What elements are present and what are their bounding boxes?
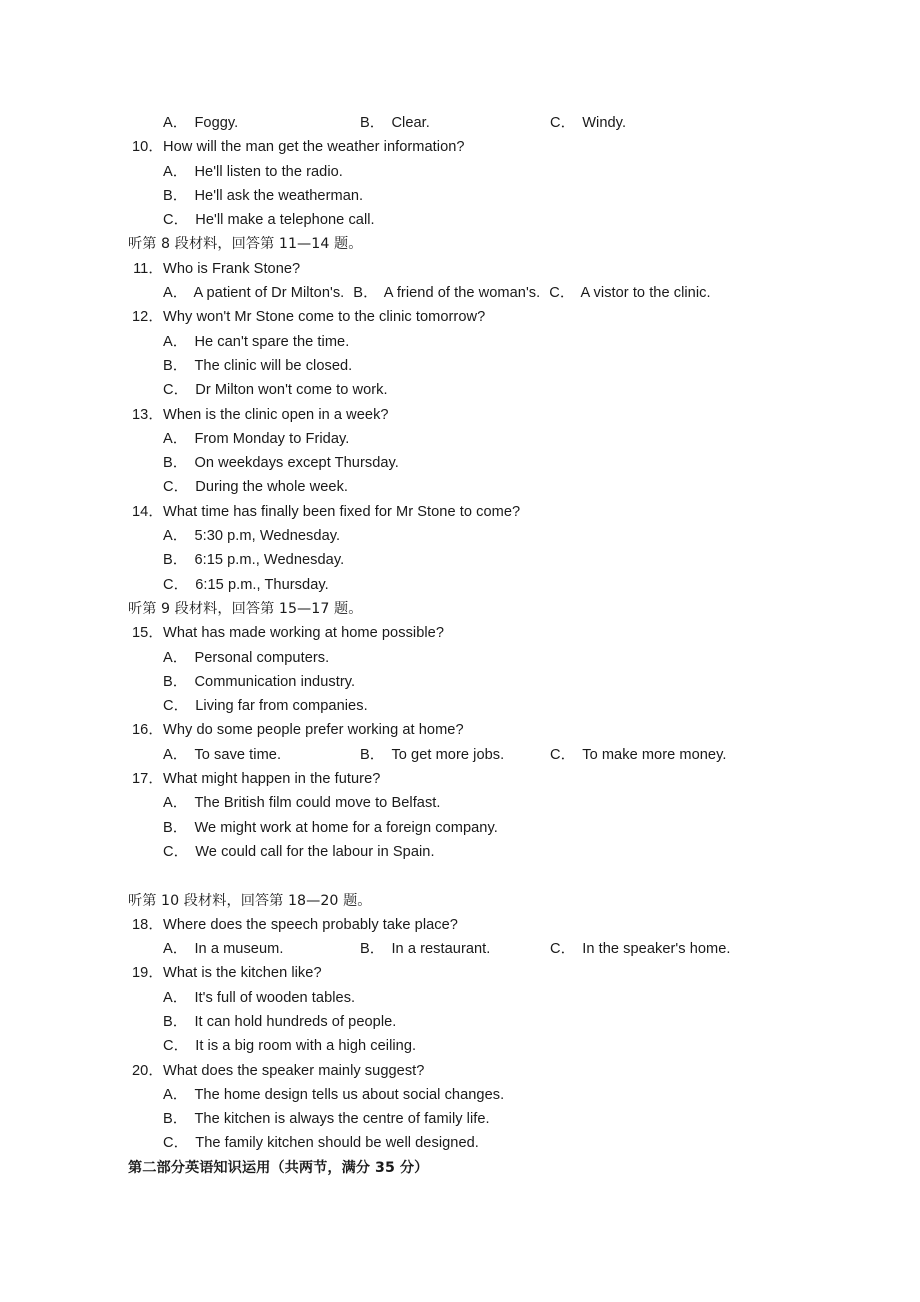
- question-text: What has made working at home possible?: [163, 625, 444, 642]
- q20-option-c[interactable]: [128, 1131, 888, 1155]
- option-text: It is a big room with a high ceiling.: [195, 1038, 417, 1055]
- option-text: He'll make a telephone call.: [195, 212, 375, 229]
- q10-option-b[interactable]: [128, 184, 888, 208]
- question-text: Where does the speech probably take place?: [163, 916, 458, 933]
- option-letter: A．: [163, 333, 188, 350]
- option-letter: C．: [163, 382, 189, 399]
- option-text: It can hold hundreds of people.: [194, 1013, 397, 1030]
- option-letter: B．: [163, 1111, 188, 1128]
- q20-option-b[interactable]: [128, 1107, 888, 1131]
- option-letter: A．: [163, 941, 188, 958]
- option-letter: B．: [360, 941, 385, 958]
- question-20: [128, 1059, 888, 1083]
- question-17: [128, 767, 888, 791]
- option-letter: B．: [163, 357, 188, 374]
- question-text: Who is Frank Stone?: [163, 260, 301, 277]
- option-choice[interactable]: [163, 937, 283, 961]
- option-letter: C．: [163, 576, 189, 593]
- q18-options: [128, 937, 888, 961]
- option-text: 6:15 p.m., Thursday.: [195, 576, 329, 593]
- option-text: He can't spare the time.: [194, 333, 350, 350]
- q17-option-c[interactable]: [128, 840, 888, 864]
- question-number: 14．: [132, 503, 163, 520]
- question-number: 16．: [132, 722, 163, 739]
- option-choice[interactable]: [549, 285, 719, 301]
- option-text: In a museum.: [194, 941, 284, 958]
- question-text: What does the speaker mainly suggest?: [163, 1062, 425, 1079]
- option-text: He'll ask the weatherman.: [194, 187, 364, 204]
- question-number: 15．: [132, 625, 163, 642]
- option-choice[interactable]: [550, 111, 626, 135]
- option-text: Personal computers.: [194, 649, 330, 666]
- option-text: We might work at home for a foreign company.: [194, 819, 498, 836]
- option-text: Clear.: [391, 115, 430, 131]
- q10-option-a[interactable]: [128, 160, 888, 184]
- option-letter: B．: [360, 746, 385, 763]
- option-letter: C．: [163, 843, 189, 860]
- option-text: To get more jobs.: [391, 746, 505, 763]
- option-letter: C．: [550, 941, 576, 958]
- question-10: [128, 135, 888, 159]
- option-text: 6:15 p.m., Wednesday.: [194, 552, 345, 569]
- q16-options: [128, 743, 888, 767]
- option-text: The clinic will be closed.: [194, 357, 353, 374]
- option-letter: B．: [163, 455, 188, 472]
- question-number: 12．: [132, 309, 163, 326]
- option-text: Dr Milton won't come to work.: [195, 382, 388, 399]
- option-text: The kitchen is always the centre of family life.: [194, 1111, 490, 1128]
- question-16: [128, 718, 888, 742]
- option-letter: B．: [353, 285, 378, 302]
- spacer-line: [128, 864, 888, 888]
- option-text: He'll listen to the radio.: [194, 163, 343, 180]
- option-letter: A．: [163, 1086, 188, 1103]
- option-text: To make more money.: [582, 746, 727, 763]
- option-letter: C．: [549, 285, 575, 302]
- section-heading-part-two: 第二部分英语知识运用（共两节，满分 35 分）: [128, 1159, 429, 1176]
- q12-option-a[interactable]: [128, 330, 888, 354]
- question-text: How will the man get the weather information?: [163, 139, 465, 156]
- option-choice[interactable]: [163, 285, 353, 301]
- option-text: It's full of wooden tables.: [194, 989, 356, 1006]
- option-text: During the whole week.: [195, 479, 349, 496]
- option-letter: A．: [163, 528, 188, 545]
- question-18: [128, 913, 888, 937]
- option-text: In the speaker's home.: [582, 941, 731, 958]
- q14-option-a[interactable]: [128, 524, 888, 548]
- q12-option-c[interactable]: [128, 378, 888, 402]
- option-letter: A．: [163, 989, 188, 1006]
- q19-option-c[interactable]: [128, 1034, 888, 1058]
- question-list: [128, 111, 888, 1180]
- q13-option-b[interactable]: [128, 451, 888, 475]
- option-text: On weekdays except Thursday.: [194, 455, 399, 472]
- option-letter: C．: [163, 1135, 189, 1152]
- option-text: We could call for the labour in Spain.: [195, 843, 435, 860]
- question-number: 19．: [132, 965, 163, 982]
- option-text: The British film could move to Belfast.: [194, 795, 441, 812]
- option-letter: A．: [163, 430, 188, 447]
- option-letter: B．: [163, 552, 188, 569]
- option-choice[interactable]: [353, 285, 549, 301]
- option-choice[interactable]: [550, 937, 731, 961]
- q13-option-a[interactable]: [128, 427, 888, 451]
- q19-option-b[interactable]: [128, 1010, 888, 1034]
- question-13: [128, 403, 888, 427]
- q15-option-a[interactable]: [128, 646, 888, 670]
- option-letter: A．: [163, 115, 188, 131]
- option-letter: B．: [163, 673, 188, 690]
- option-letter: A．: [163, 163, 188, 180]
- q12-option-b[interactable]: [128, 354, 888, 378]
- option-letter: B．: [163, 187, 188, 204]
- question-number: 17．: [132, 771, 163, 788]
- option-text: A patient of Dr Milton's.: [193, 285, 345, 302]
- option-text: A vistor to the clinic.: [580, 285, 711, 302]
- q17-option-b[interactable]: [128, 816, 888, 840]
- question-text: Why won't Mr Stone come to the clinic tomorrow?: [163, 309, 486, 326]
- q20-option-a[interactable]: [128, 1083, 888, 1107]
- q13-option-c[interactable]: [128, 475, 888, 499]
- option-letter: C．: [163, 212, 189, 229]
- option-choice[interactable]: [163, 743, 281, 767]
- question-text: What might happen in the future?: [163, 771, 381, 788]
- option-text: Foggy.: [194, 115, 239, 131]
- option-letter: B．: [163, 1013, 188, 1030]
- question-text: What time has finally been fixed for Mr Stone to come?: [163, 503, 521, 520]
- option-letter: A．: [163, 649, 188, 666]
- question-number: 20．: [132, 1062, 163, 1079]
- option-text: 5:30 p.m, Wednesday.: [194, 528, 341, 545]
- q17-option-a[interactable]: [128, 791, 888, 815]
- question-15: [128, 621, 888, 645]
- listening-direction-8: 听第 8 段材料，回答第 11—14 题。: [128, 236, 363, 253]
- option-text: To save time.: [194, 746, 282, 763]
- option-letter: C．: [163, 698, 189, 715]
- question-14: [128, 500, 888, 524]
- option-text: Living far from companies.: [195, 698, 368, 715]
- q9-options: [128, 111, 888, 135]
- option-choice[interactable]: [360, 937, 490, 961]
- option-choice[interactable]: [550, 743, 726, 767]
- question-text: Why do some people prefer working at home?: [163, 722, 464, 739]
- option-text: Windy.: [582, 115, 627, 131]
- option-text: From Monday to Friday.: [194, 430, 350, 447]
- option-choice[interactable]: [360, 111, 430, 135]
- question-text: What is the kitchen like?: [163, 965, 322, 982]
- option-choice[interactable]: [360, 743, 504, 767]
- q11-options: [128, 281, 888, 305]
- q15-option-c[interactable]: [128, 694, 888, 718]
- question-number: 13．: [132, 406, 163, 423]
- question-12: [128, 305, 888, 329]
- q14-option-b[interactable]: [128, 548, 888, 572]
- option-text: Communication industry.: [194, 673, 356, 690]
- option-text: A friend of the woman's.: [383, 285, 541, 302]
- option-letter: C．: [550, 746, 576, 763]
- question-text: When is the clinic open in a week?: [163, 406, 389, 423]
- option-text: The home design tells us about social changes.: [194, 1086, 505, 1103]
- option-text: The family kitchen should be well designed.: [195, 1135, 479, 1152]
- option-letter: A．: [163, 746, 188, 763]
- question-19: [128, 961, 888, 985]
- option-letter: C．: [163, 479, 189, 496]
- option-text: In a restaurant.: [391, 941, 491, 958]
- option-choice[interactable]: [163, 111, 238, 135]
- q10-option-c[interactable]: [128, 208, 888, 232]
- listening-direction-10: 听第 10 段材料，回答第 18—20 题。: [128, 892, 372, 909]
- q15-option-b[interactable]: [128, 670, 888, 694]
- option-letter: C．: [163, 1038, 189, 1055]
- q19-option-a[interactable]: [128, 986, 888, 1010]
- question-number: 11．: [133, 260, 163, 277]
- option-letter: C．: [550, 115, 576, 131]
- option-letter: A．: [163, 795, 188, 812]
- question-number: 10．: [132, 139, 163, 156]
- option-letter: A．: [163, 285, 188, 302]
- option-letter: B．: [163, 819, 188, 836]
- question-number: 18．: [132, 916, 163, 933]
- listening-direction-9: 听第 9 段材料，回答第 15—17 题。: [128, 600, 363, 617]
- question-11: [128, 257, 888, 281]
- option-letter: B．: [360, 115, 385, 131]
- q14-option-c[interactable]: [128, 573, 888, 597]
